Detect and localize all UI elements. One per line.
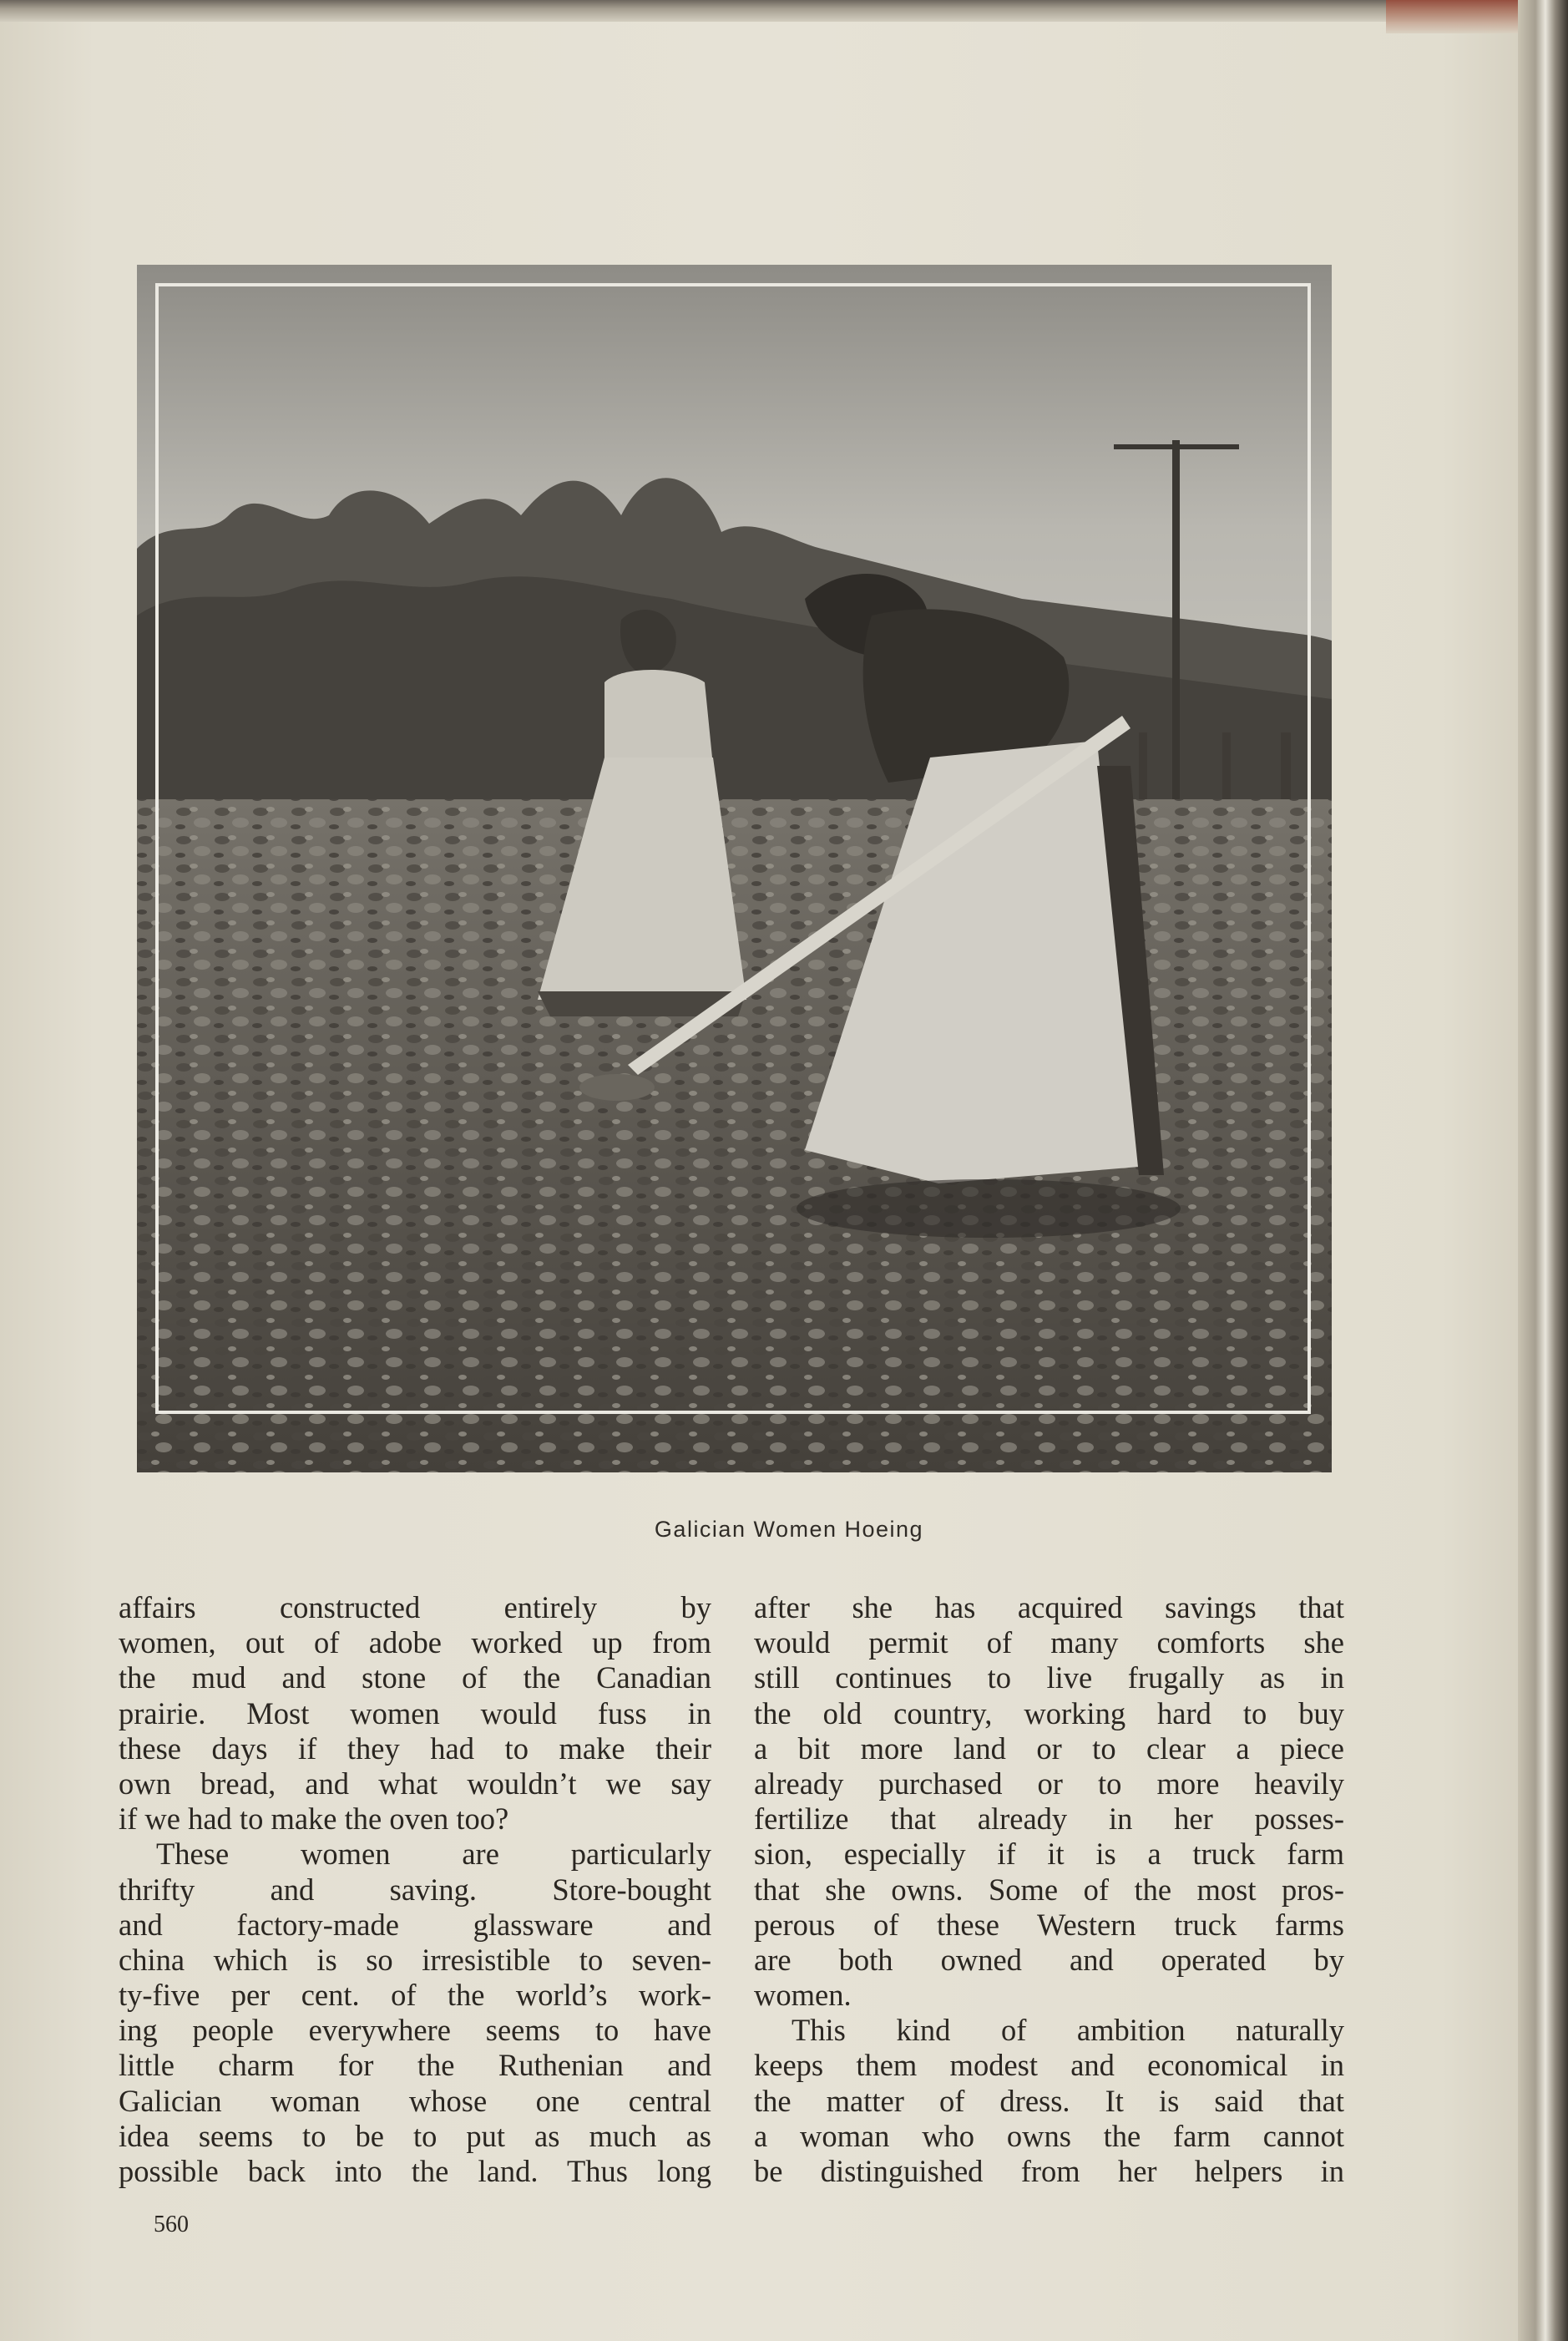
text-line: after she has acquired savings that [754,1590,1344,1624]
text-line: and factory-made glassware and [119,1907,711,1942]
text-line: still continues to live frugally as in [754,1660,1344,1695]
photo-caption: Galician Women Hoeing [654,1517,924,1542]
page-number: 560 [154,2212,189,2237]
book-spine-edge [1518,0,1568,2341]
text-line: china which is so irresistible to seven- [119,1942,711,1977]
text-line: are both owned and operated by [754,1942,1344,1977]
text-line: sion, especially if it is a truck farm [754,1837,1344,1872]
text-line: own bread, and what wouldn’t we say [119,1766,711,1801]
text-line: women, out of adobe worked up from [119,1625,711,1660]
text-line: possible back into the land. Thus long [119,2154,711,2188]
text-line: be distinguished from her helpers in [754,2154,1344,2188]
text-line: that she owns. Some of the most pros- [754,1872,1344,1907]
text-line: perous of these Western truck farms [754,1907,1344,1942]
page-top-edge [0,0,1568,22]
text-line: if we had to make the oven too? [119,1801,509,1837]
text-line: fertilize that already in her posses- [754,1801,1344,1837]
text-column-left [119,1590,711,2189]
text-line: This kind of ambition naturally [792,2013,1344,2048]
text-line: would permit of many comforts she [754,1625,1344,1660]
text-line: idea seems to be to put as much as [119,2118,711,2153]
text-line: thrifty and saving. Store-bought [119,1872,711,1907]
text-line: Galician woman whose one central [119,2083,711,2118]
text-line: These women are particularly [156,1837,711,1872]
text-line: little charm for the Ruthenian and [119,2048,711,2083]
text-line: these days if they had to make their [119,1730,711,1766]
photograph [137,265,1332,1472]
text-column-right [754,1590,1344,2189]
text-line: a bit more land or to clear a piece [754,1730,1344,1766]
photograph-image [137,265,1332,1472]
text-line: keeps them modest and economical in [754,2048,1344,2083]
text-line: the matter of dress. It is said that [754,2083,1344,2118]
text-line: women. [754,1978,852,2013]
text-line: the old country, working hard to buy [754,1695,1344,1730]
text-line: ty-five per cent. of the world’s work- [119,1978,711,2013]
text-line: the mud and stone of the Canadian [119,1660,711,1695]
text-line: prairie. Most women would fuss in [119,1695,711,1730]
text-line: affairs constructed entirely by [119,1590,711,1624]
text-line: a woman who owns the farm cannot [754,2118,1344,2153]
text-line: already purchased or to more heavily [754,1766,1344,1801]
text-line: ing people everywhere seems to have [119,2013,711,2048]
